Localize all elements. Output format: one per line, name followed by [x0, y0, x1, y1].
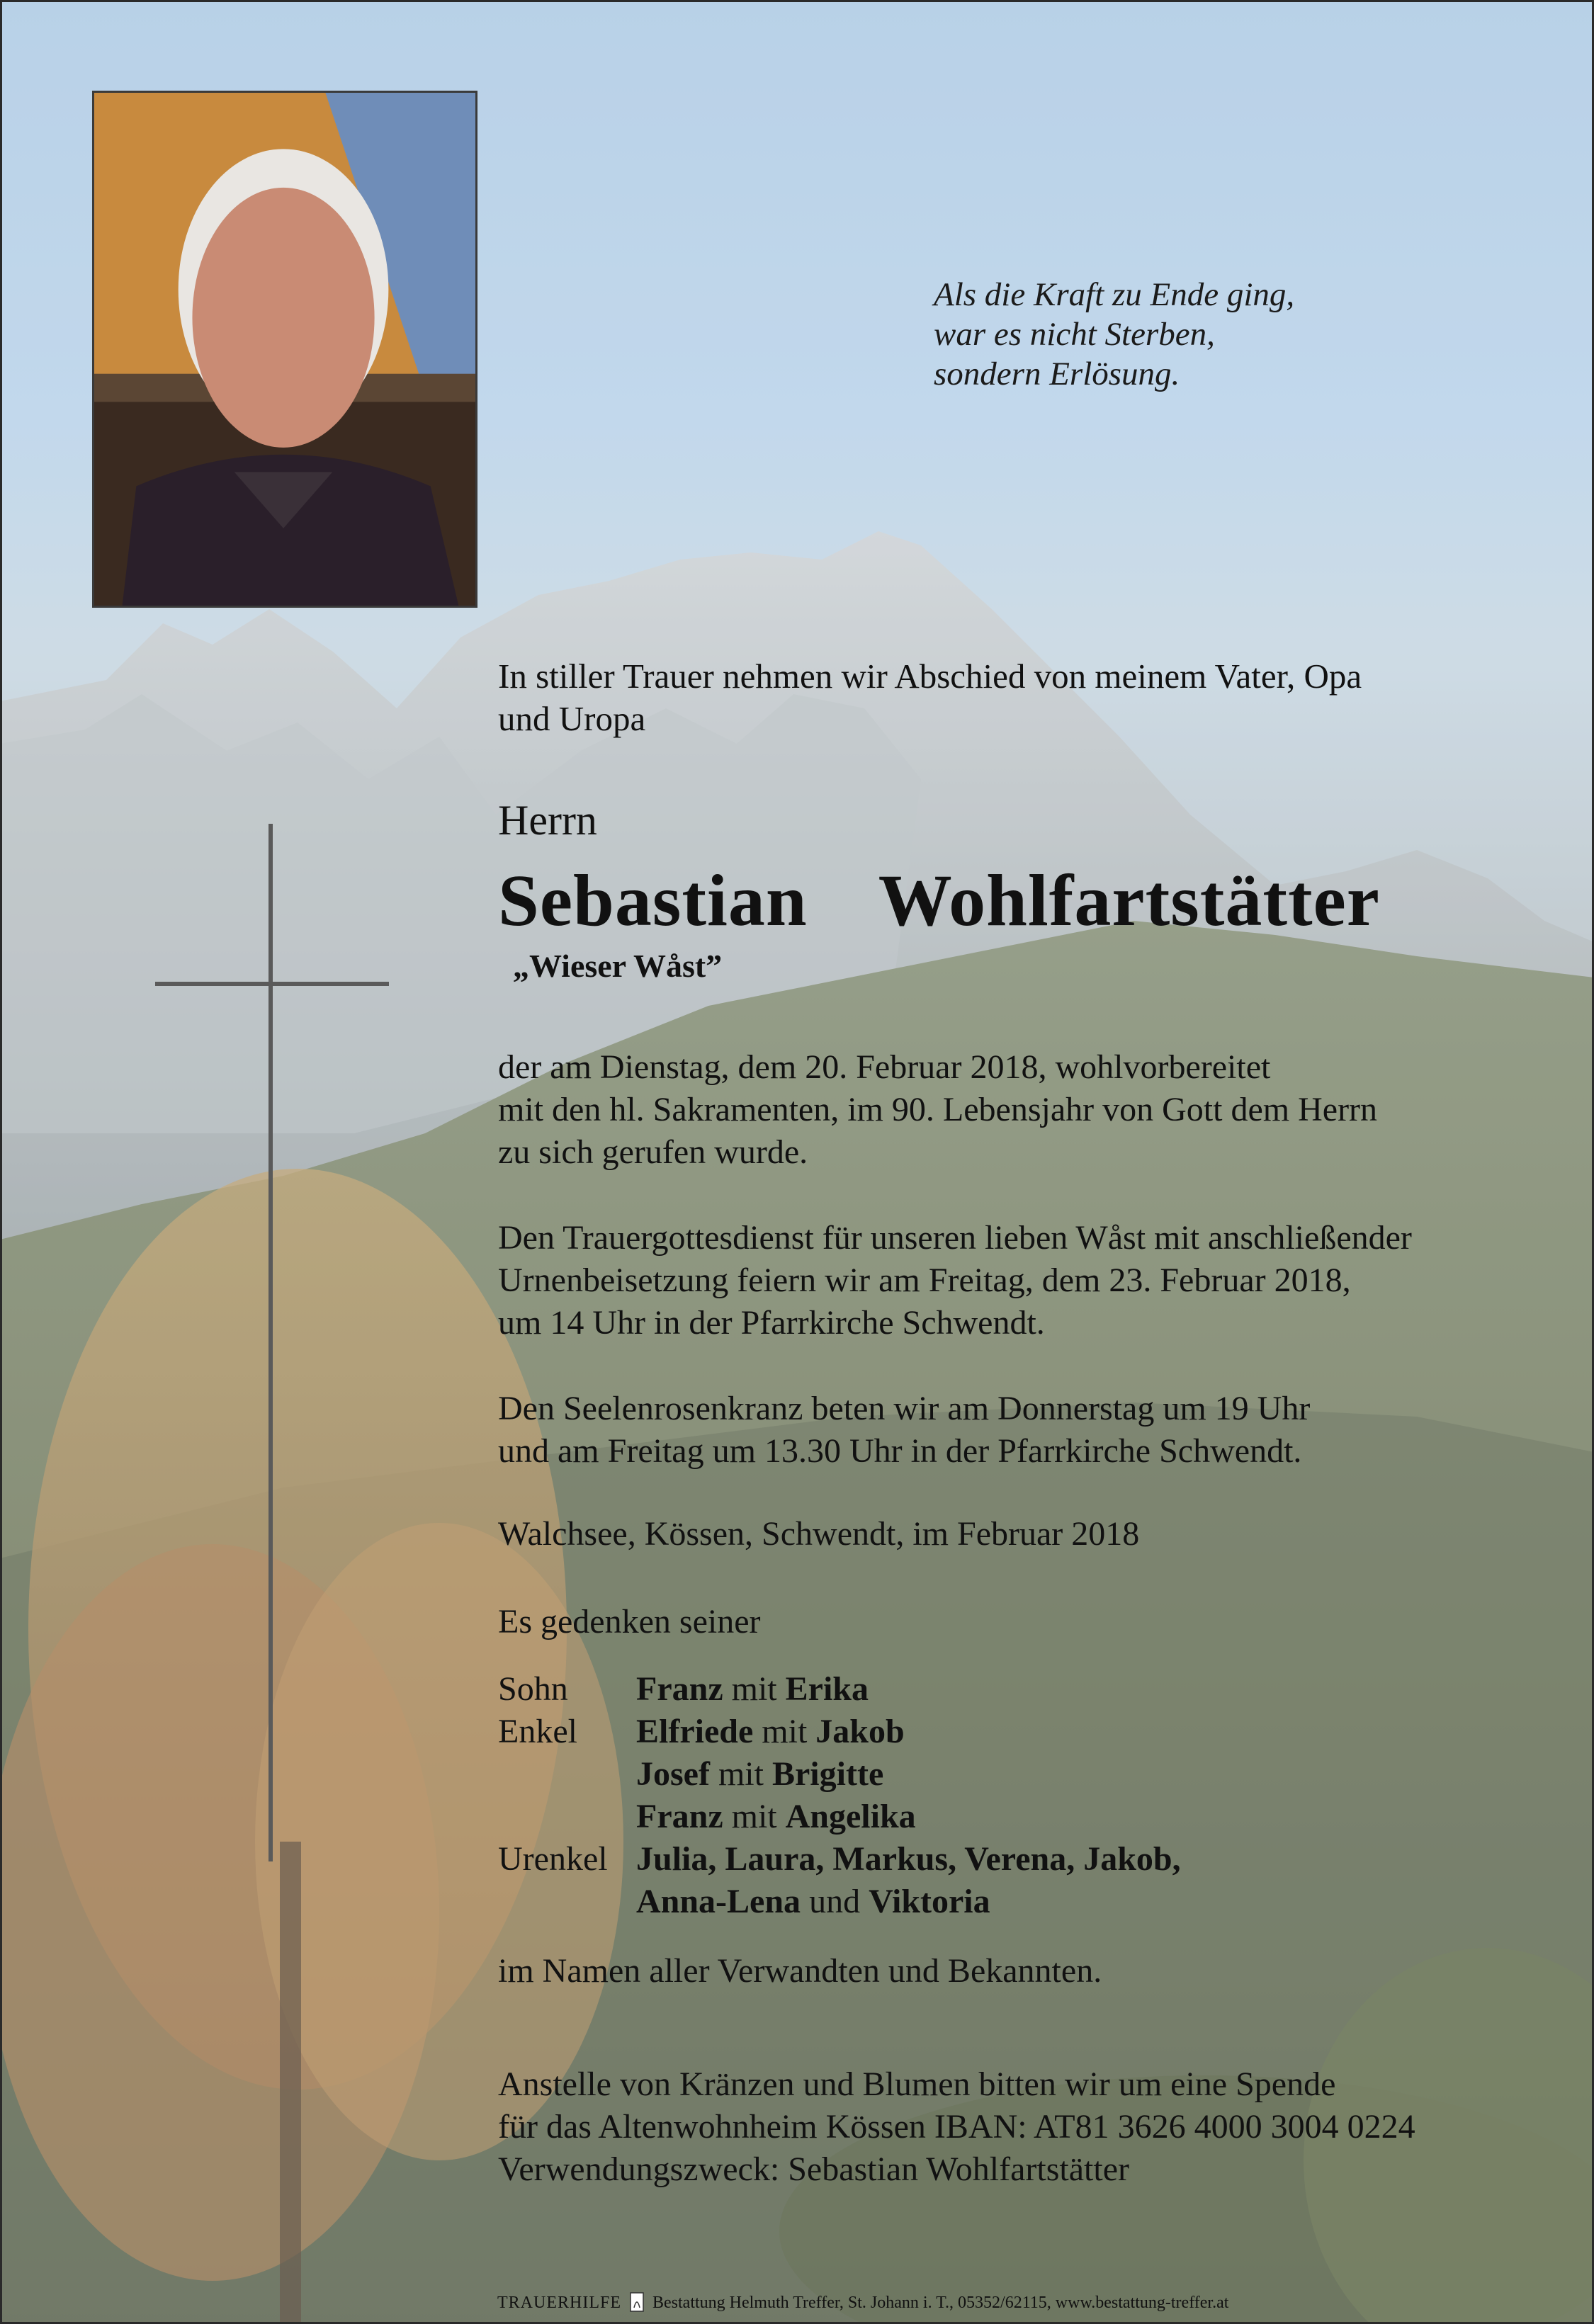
family-names	[636, 1711, 905, 1753]
intro-line: und Uropa	[498, 699, 646, 738]
portrait-image	[94, 93, 475, 606]
remembrance-heading: Es gedenken seiner	[498, 1603, 761, 1640]
deceased-nickname: „Wieser Wåst”	[513, 948, 723, 984]
family-names	[636, 1881, 990, 1923]
donation-line: Anstelle von Kränzen und Blumen bitten wir um eine Spende	[498, 2065, 1336, 2103]
family-member-name: Erika	[785, 1670, 869, 1708]
intro-text	[498, 655, 1362, 740]
rosary-line: und am Freitag um 13.30 Uhr in der Pfarrkirche Schwendt.	[498, 1432, 1302, 1470]
family-names	[636, 1796, 916, 1838]
funeral-service-line: Urnenbeisetzung feiern wir am Freitag, dem 23. Februar 2018,	[498, 1262, 1351, 1299]
family-member-name: Jakob	[815, 1713, 905, 1750]
portrait-photo	[92, 91, 477, 608]
family-relation: Urenkel	[498, 1840, 608, 1878]
death-notice-line: mit den hl. Sakramenten, im 90. Lebensjahr von Gott dem Herrn	[498, 1091, 1378, 1128]
family-member-name: Josef	[636, 1755, 710, 1793]
trauerhilfe-logo-icon	[630, 2292, 644, 2312]
funeral-service	[498, 1217, 1412, 1344]
family-names	[636, 1753, 883, 1796]
donation-line: Verwendungszweck: Sebastian Wohlfartstätter	[498, 2150, 1129, 2188]
death-notice	[498, 1046, 1377, 1174]
family-connector: und	[801, 1883, 869, 1920]
quote-line: sondern Erlösung.	[934, 356, 1180, 392]
family-member-name: Anna-Lena	[636, 1883, 801, 1920]
family-connector: mit	[753, 1713, 816, 1750]
rosary-notice	[498, 1388, 1310, 1473]
family-connector: mit	[723, 1670, 786, 1708]
family-member-name: Brigitte	[771, 1755, 884, 1793]
intro-line: In stiller Trauer nehmen wir Abschied von meinem Vater, Opa	[498, 657, 1362, 696]
death-notice-line: zu sich gerufen wurde.	[498, 1133, 808, 1171]
family-member-name: Franz	[636, 1798, 723, 1835]
footer	[497, 2292, 1228, 2313]
death-notice-line: der am Dienstag, dem 20. Februar 2018, wohlvorbereitet	[498, 1048, 1271, 1086]
funeral-service-line: um 14 Uhr in der Pfarrkirche Schwendt.	[498, 1304, 1045, 1342]
family-connector: mit	[723, 1798, 786, 1835]
donation-line: für das Altenwohnheim Kössen IBAN: AT81 3626 4000 3004 0224	[498, 2108, 1415, 2146]
family-names	[636, 1838, 1181, 1881]
footer-brand: TRAUERHILFE	[497, 2294, 621, 2312]
quote	[934, 275, 1294, 394]
family-member-name: Angelika	[785, 1798, 916, 1835]
family-member-name: Franz	[636, 1670, 723, 1708]
salutation: Herrn	[498, 797, 597, 844]
rosary-line: Den Seelenrosenkranz beten wir am Donnerstag um 19 Uhr	[498, 1390, 1311, 1427]
funeral-service-line: Den Trauergottesdienst für unseren lieben Wåst mit anschließender	[498, 1219, 1412, 1257]
family-member-name: Elfriede	[636, 1713, 754, 1750]
family-relation: Enkel	[498, 1713, 577, 1750]
family-relation: Sohn	[498, 1670, 568, 1708]
quote-line: Als die Kraft zu Ende ging,	[934, 276, 1295, 313]
cross-vertical-bar	[269, 824, 273, 1861]
closing-line: im Namen aller Verwandten und Bekannten.	[498, 1952, 1102, 1990]
family-names	[636, 1668, 869, 1711]
footer-text: Bestattung Helmuth Treffer, St. Johann i. T., 05352/62115, www.bestattung-treffer.at	[652, 2294, 1229, 2312]
family-connector: mit	[709, 1755, 772, 1793]
place-date: Walchsee, Kössen, Schwendt, im Februar 2018	[498, 1515, 1140, 1553]
cross-horizontal-bar	[155, 982, 389, 986]
family-member-name: Viktoria	[869, 1883, 990, 1920]
quote-line: war es nicht Sterben,	[934, 316, 1215, 353]
donation-notice	[498, 2063, 1415, 2191]
deceased-name: Sebastian Wohlfartstätter	[498, 860, 1380, 941]
family-member-name: Julia, Laura, Markus, Verena, Jakob,	[636, 1840, 1181, 1878]
